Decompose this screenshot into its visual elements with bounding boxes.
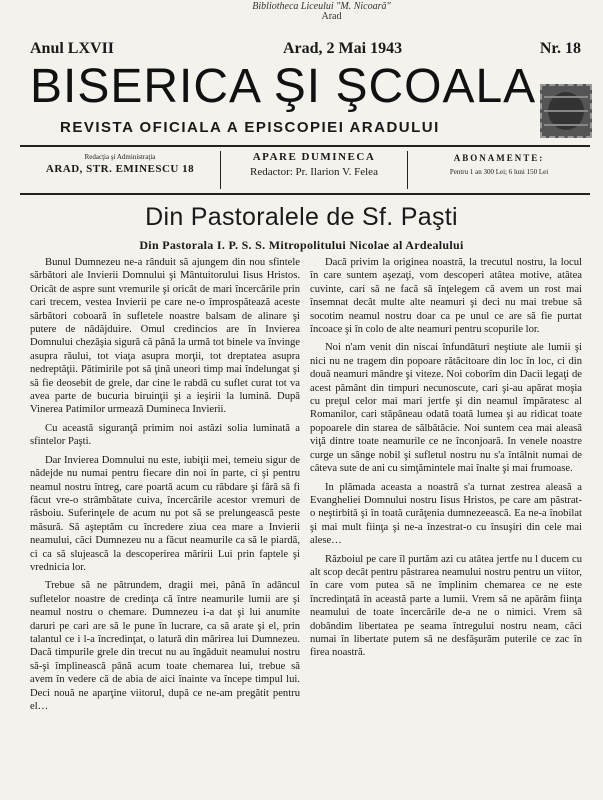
subscriptions-label: ABONAMENTE: [453,153,545,163]
article-paragraph: Trebue să ne pătrundem, dragii mei, până în adâncul sufletelor noastre de credinţa că între neamurile lumii are şi neamul nostru o chemare. Dumnezeu i-a dat şi lui anumite daruri pe cari are să le pune în lucrare, ca să arate şi el, prin talantul ce i l-a încredinţat, o latură din mărirea lui Dumnezeu. Dacă timpurile grele din trecut nu au îngăduit neamului nostru să-şi împlinească până acum toate chemarea lui, trebue să avem în vedere că de abia de aici înainte va începe timpul lui. Deci nouă ne aparţine viitorul, după ce ne-am pregătit pentru el… [30,580,300,712]
admin-label: Redacţia şi Administraţia [84,153,156,161]
library-stamp-line1: Bibliotheca Liceului "M. Nicoară" [252,1,391,12]
article-paragraph: Dacă privim la originea noastră, la trecutul nostru, la locul în care suntem aşezaţi, vom descoperi atâtea motive, atâtea cuvinte, cari să ne facă să înţelegem că avem un rost mai însemnat decât multe alte neamuri şi deci nu mai trebue să socotim neamul nostru doar ca pe unul ce are să fie purtat încoace şi în colo de alte neamuri pentru scopurile lor. [310,257,582,336]
library-stamp-line2: Arad [321,11,342,22]
masthead-info-bar [20,145,590,195]
article-paragraph: Bunul Dumnezeu ne-a rânduit să ajungem din nou sfintele sărbători ale Invierii Domnului şi Mântuitorului Iisus Hristos. Oricât de aspre sunt vremurile şi oricât de mari încercările prin cari trecem, vestea Invierii pe care ne-o împrospătează aceste sărbători coboară în sufletele noastre balsam de alinare şi putere de nădăjduire. Omul credincios are în Invierea Domnului chezăşia sigură că până la urmă tot binele va învinge asupra răului, tot viaţa asupra morţii, tot dreptatea asupra nedreptăţii. Pătimirile pot să ţină uneori timp mai îndelungat şi să fie deosebit de grele, dar cine le rabdă cu suflet curat tot va avea parte de bucuria biruinţii şi a ieşirii la lumină. După Vinerea Patimilor urmează Dumineca Invierii. [30,257,300,416]
issue-year: Anul LXVII [30,40,115,57]
publication-frequency: APARE DUMINECA [252,151,376,163]
subscriptions-prices: Pentru 1 an 300 Lei; 6 luni 150 Lei [449,168,549,176]
issue-number: Nr. 18 [539,40,581,57]
article-paragraph: Noi n'am venit din niscai înfundături neştiute ale lumii şi nici nu ne tragem din popoare rătăcitoare din loc în loc, ci din două neamuri mândre şi viteze. Noi coborîm din Dacii legaţi de acest pământ din timpuri necunoscute, cari şi-au apărat moşia cu preţul celor mai mari jertfe şi din neamul împăratesc al Romanilor, cari stăpâneau odată toată lumea şi au ridicat toate popoarele din starea de sălbătăcie. Noi suntem cea mai aleasă viţă dintre toate neamurile ce ne înconjoară. In venele noastre curge un sânge nobil şi sufletul nostru nu s'a întâlnit numai de câteva sute de ani cu simţămintele mai înalte şi mai frumoase. [310,342,582,475]
library-stamp [0,2,603,22]
article-left-column [30,256,300,713]
masthead-title: BISERICA ŞI ŞCOALA [30,60,537,113]
article-right-column [310,256,582,660]
issue-place-date: Arad, 2 Mai 1943 [283,40,403,57]
subscriptions-cell [408,147,590,193]
postmark-line [544,96,588,98]
article-subtitle: Din Pastorala I. P. S. S. Mitropolitului Nicolae al Ardealului [139,238,464,252]
postmark-line [544,124,588,126]
article-paragraph: Dar Invierea Domnului nu este, iubiţii mei, temeiu sigur de nădejde nu numai pentru fiecare din noi în parte, ci şi pentru neamul nostru întreg, care poartă acum cu răbdare şi fără să fi făcut vre-o strâmbătate cuiva, încercările acestor vremuri de răsboiu. Suferinţele de acum nu pot să se prelungească peste măsură. Să aşteptăm cu încredere ziua cea mare a Invierii neamului, căci Dumnezeu nu a făcut neamurile ca să le piardă, ci ca să slujească la descoperirea măririi Lui prin faptele şi vrednicia lor. [30,454,300,573]
postmark-line [544,110,588,112]
article-paragraph: Cu această siguranţă primim noi astăzi solia luminată a sfintelor Paşti. [30,422,300,448]
admin-address: ARAD, STR. EMINESCU 18 [45,163,195,175]
admin-cell [20,147,220,193]
article-paragraph: In plămada aceasta a noastră s'a turnat zestrea aleasă a Evangheliei Domnului nostru Iisus Hristos, pe care am păstrat-o neştirbită şi în toată curăţenia dumnezeească. Ea ne-a înobilat şi mai mult fiinţa şi ne-a înzestrat-o cu însuşiri din cele mai alese… [310,481,582,547]
frequency-cell [221,147,407,193]
issue-info-line [30,40,581,60]
editor-name: Redactor: Pr. Ilarion V. Felea [250,166,378,178]
article-paragraph: Războiul pe care îl purtăm azi cu atâtea jertfe nu l ducem cu alt scop decât pentru păstrarea neamului nostru pentru un viitor, în care vom putea să ne împlinim chemarea ce ne este încredinţată în această parte a lumii. Vrem să ne apărăm fiinţa neamului de toate încercările de-a ne o nimici. Vrem să dobândim libertatea pe seama întregului nostru neam, căci numai în libertate putem să ne desfăşurăm puterile ce zac în firea noastră. [310,553,582,659]
article-title: Din Pastoralele de Sf. Paşti [145,203,458,231]
postage-stamp-image [540,84,592,138]
masthead-subtitle: REVISTA OFICIALA A EPISCOPIEI ARADULUI [60,119,440,136]
